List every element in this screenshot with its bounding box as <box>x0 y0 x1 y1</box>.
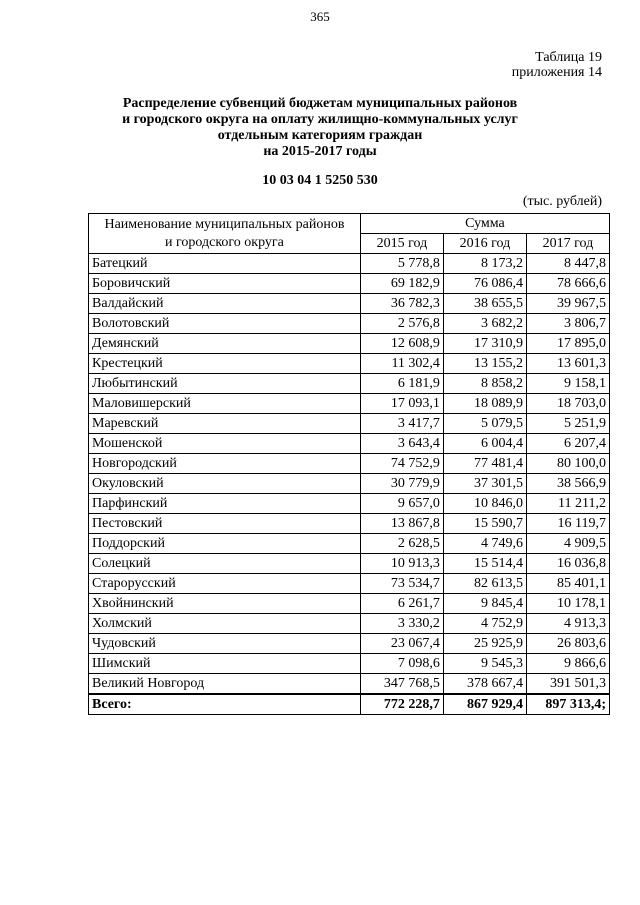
table-row <box>89 294 610 314</box>
row-value-2015: 347 768,5 <box>360 674 443 695</box>
table-row <box>89 254 610 274</box>
row-value-2017: 11 211,2 <box>526 494 609 514</box>
row-value-2017: 18 703,0 <box>526 394 609 414</box>
row-name: Батецкий <box>89 254 361 274</box>
row-value-2016: 8 173,2 <box>443 254 526 274</box>
title-line4: на 2015-2017 годы <box>263 144 377 159</box>
header-name <box>89 214 361 254</box>
page-number: 365 <box>310 9 330 24</box>
row-value-2016: 25 925,9 <box>443 634 526 654</box>
row-value-2017: 78 666,6 <box>526 274 609 294</box>
row-value-2016: 4 749,6 <box>443 534 526 554</box>
row-value-2016: 10 846,0 <box>443 494 526 514</box>
row-name: Любытинский <box>89 374 361 394</box>
header-name-line2: и городского округа <box>165 234 284 250</box>
row-value-2016: 82 613,5 <box>443 574 526 594</box>
row-name: Окуловский <box>89 474 361 494</box>
row-value-2016: 18 089,9 <box>443 394 526 414</box>
table-row <box>89 414 610 434</box>
row-name: Крестецкий <box>89 354 361 374</box>
document-title <box>0 96 640 160</box>
row-value-2015: 5 778,8 <box>360 254 443 274</box>
row-value-2015: 9 657,0 <box>360 494 443 514</box>
row-name: Великий Новгород <box>89 674 361 695</box>
table-row <box>89 274 610 294</box>
row-name: Солецкий <box>89 554 361 574</box>
row-value-2015: 74 752,9 <box>360 454 443 474</box>
row-value-2016: 77 481,4 <box>443 454 526 474</box>
row-value-2017: 16 119,7 <box>526 514 609 534</box>
row-value-2017: 13 601,3 <box>526 354 609 374</box>
row-value-2017: 8 447,8 <box>526 254 609 274</box>
total-row <box>89 694 610 715</box>
row-value-2015: 6 261,7 <box>360 594 443 614</box>
table-row <box>89 454 610 474</box>
row-value-2017: 391 501,3 <box>526 674 609 695</box>
row-name: Валдайский <box>89 294 361 314</box>
row-value-2015: 36 782,3 <box>360 294 443 314</box>
row-value-2016: 37 301,5 <box>443 474 526 494</box>
row-value-2017: 38 566,9 <box>526 474 609 494</box>
table-row <box>89 374 610 394</box>
row-value-2015: 2 628,5 <box>360 534 443 554</box>
row-name: Чудовский <box>89 634 361 654</box>
row-name: Мошенской <box>89 434 361 454</box>
row-value-2016: 17 310,9 <box>443 334 526 354</box>
title-line1: Распределение субвенций бюджетам муниципальных районов <box>122 96 518 111</box>
row-value-2016: 38 655,5 <box>443 294 526 314</box>
row-value-2016: 76 086,4 <box>443 274 526 294</box>
row-name: Маревский <box>89 414 361 434</box>
row-value-2017: 39 967,5 <box>526 294 609 314</box>
row-value-2017: 17 895,0 <box>526 334 609 354</box>
title-line2: и городского округа на оплату жилищно-коммунальных услуг <box>122 112 518 127</box>
row-value-2017: 9 866,6 <box>526 654 609 674</box>
row-value-2017: 4 913,3 <box>526 614 609 634</box>
header-year-2017: 2017 год <box>526 234 609 254</box>
table-ref-line2: приложения 14 <box>511 65 602 80</box>
total-label: Всего: <box>89 694 361 715</box>
row-name: Старорусский <box>89 574 361 594</box>
row-name: Волотовский <box>89 314 361 334</box>
row-name: Поддорский <box>89 534 361 554</box>
header-sum: Сумма <box>360 214 609 234</box>
row-name: Пестовский <box>89 514 361 534</box>
budget-code: 10 03 04 1 5250 530 <box>262 173 378 188</box>
table-row <box>89 314 610 334</box>
row-name: Демянский <box>89 334 361 354</box>
row-value-2016: 378 667,4 <box>443 674 526 695</box>
row-name: Боровичский <box>89 274 361 294</box>
row-value-2015: 73 534,7 <box>360 574 443 594</box>
row-value-2017: 6 207,4 <box>526 434 609 454</box>
table-row <box>89 554 610 574</box>
row-value-2017: 5 251,9 <box>526 414 609 434</box>
row-name: Парфинский <box>89 494 361 514</box>
table-row <box>89 394 610 414</box>
row-value-2015: 7 098,6 <box>360 654 443 674</box>
total-2017: 897 313,4; <box>526 694 609 715</box>
row-value-2017: 3 806,7 <box>526 314 609 334</box>
row-value-2015: 11 302,4 <box>360 354 443 374</box>
title-line3: отдельным категориям граждан <box>217 128 423 143</box>
row-value-2017: 85 401,1 <box>526 574 609 594</box>
row-value-2016: 5 079,5 <box>443 414 526 434</box>
row-value-2016: 6 004,4 <box>443 434 526 454</box>
row-name: Новгородский <box>89 454 361 474</box>
row-value-2016: 4 752,9 <box>443 614 526 634</box>
units-label: (тыс. рублей) <box>522 194 602 209</box>
row-value-2017: 16 036,8 <box>526 554 609 574</box>
table-row <box>89 574 610 594</box>
row-value-2015: 6 181,9 <box>360 374 443 394</box>
row-value-2015: 3 330,2 <box>360 614 443 634</box>
row-value-2016: 15 590,7 <box>443 514 526 534</box>
table-row <box>89 534 610 554</box>
row-value-2015: 10 913,3 <box>360 554 443 574</box>
row-value-2015: 12 608,9 <box>360 334 443 354</box>
row-name: Хвойнинский <box>89 594 361 614</box>
table-row <box>89 514 610 534</box>
row-value-2015: 3 643,4 <box>360 434 443 454</box>
row-value-2017: 9 158,1 <box>526 374 609 394</box>
table-row <box>89 494 610 514</box>
table-row <box>89 634 610 654</box>
row-name: Шимский <box>89 654 361 674</box>
table-reference <box>512 50 602 80</box>
header-year-2016: 2016 год <box>443 234 526 254</box>
row-value-2016: 15 514,4 <box>443 554 526 574</box>
table-row <box>89 434 610 454</box>
total-2015: 772 228,7 <box>360 694 443 715</box>
row-value-2015: 3 417,7 <box>360 414 443 434</box>
header-year-2015: 2015 год <box>360 234 443 254</box>
table-ref-line1: Таблица 19 <box>535 50 602 65</box>
table-row <box>89 614 610 634</box>
row-value-2017: 10 178,1 <box>526 594 609 614</box>
subsidy-table <box>88 213 610 715</box>
row-value-2016: 3 682,2 <box>443 314 526 334</box>
row-value-2017: 4 909,5 <box>526 534 609 554</box>
row-value-2016: 9 845,4 <box>443 594 526 614</box>
header-row-top <box>89 214 610 234</box>
table-body <box>89 254 610 715</box>
table-row <box>89 654 610 674</box>
row-value-2015: 13 867,8 <box>360 514 443 534</box>
header-name-line1: Наименование муниципальных районов <box>104 216 345 232</box>
total-2016: 867 929,4 <box>443 694 526 715</box>
row-value-2015: 69 182,9 <box>360 274 443 294</box>
row-value-2015: 30 779,9 <box>360 474 443 494</box>
row-name: Холмский <box>89 614 361 634</box>
row-value-2016: 9 545,3 <box>443 654 526 674</box>
table-row <box>89 594 610 614</box>
row-name: Маловишерский <box>89 394 361 414</box>
row-value-2015: 2 576,8 <box>360 314 443 334</box>
table-row <box>89 674 610 695</box>
row-value-2017: 80 100,0 <box>526 454 609 474</box>
row-value-2017: 26 803,6 <box>526 634 609 654</box>
table-row <box>89 354 610 374</box>
row-value-2015: 17 093,1 <box>360 394 443 414</box>
row-value-2015: 23 067,4 <box>360 634 443 654</box>
row-value-2016: 8 858,2 <box>443 374 526 394</box>
row-value-2016: 13 155,2 <box>443 354 526 374</box>
table-row <box>89 334 610 354</box>
table-row <box>89 474 610 494</box>
